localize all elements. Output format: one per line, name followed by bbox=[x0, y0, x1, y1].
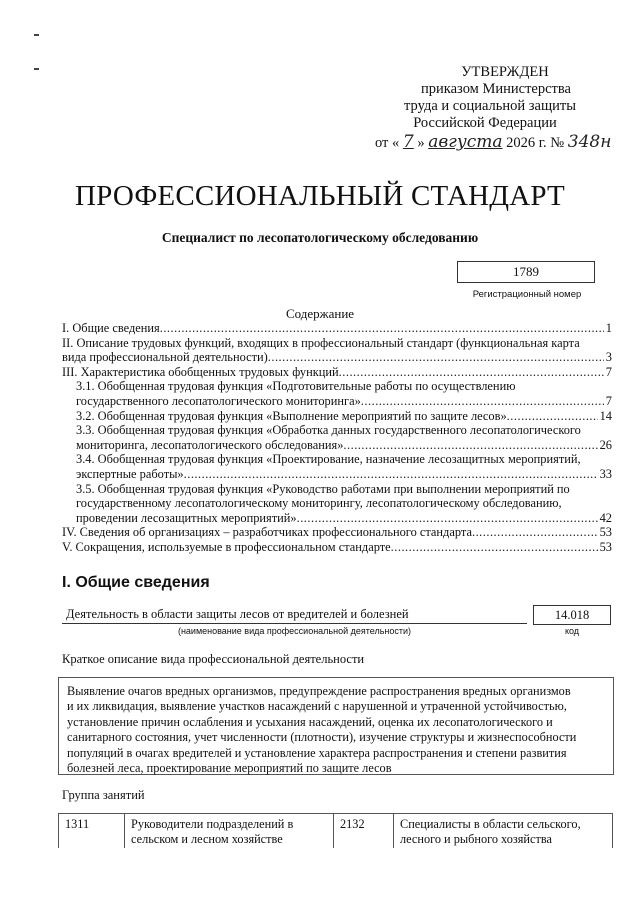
toc-leader-dots bbox=[339, 365, 604, 380]
brief-description-label: Краткое описание вида профессиональной деятельности bbox=[62, 652, 365, 666]
activity-code-box: 14.018 bbox=[533, 605, 611, 625]
toc-entry-text: государственному лесопатологическому мониторингу, лесопатологическому обследованию, bbox=[76, 496, 562, 511]
toc-entry[interactable] bbox=[62, 365, 612, 380]
approval-date-line bbox=[375, 134, 615, 152]
toc-entry-text: 3.2. Обобщенная трудовая функция «Выполнение мероприятий по защите лесов» bbox=[76, 408, 507, 423]
toc-leader-dots bbox=[268, 350, 604, 365]
approval-title: УТВЕРЖДЕН bbox=[461, 64, 549, 80]
brief-description-line: Выявление очагов вредных организмов, предупреждение распространения вредных организмов bbox=[67, 684, 571, 698]
handwritten-number: 348н bbox=[567, 132, 612, 152]
toc-heading: Содержание bbox=[285, 306, 355, 321]
toc-entry-text: IV. Сведения об организациях – разработчиках профессионального стандарта bbox=[62, 525, 472, 540]
occupation-group-label: Группа занятий bbox=[62, 788, 145, 802]
registration-number-label: Регистрационный номер bbox=[472, 289, 582, 300]
toc-page-number: 53 bbox=[599, 539, 612, 554]
table-of-contents bbox=[62, 321, 612, 555]
brief-description-line: санитарного состояния, учет численности (плотности), изучение структуры и жизнеспособности bbox=[67, 730, 577, 745]
toc-page-number: 3 bbox=[605, 350, 612, 365]
toc-entry-text: III. Характеристика обобщенных трудовых функций bbox=[62, 364, 339, 379]
occupation-group-table bbox=[58, 813, 613, 848]
toc-leader-dots bbox=[343, 438, 597, 453]
group-name-line: Специалисты в области сельского, bbox=[400, 817, 581, 831]
toc-entry-text: проведении лесозащитных мероприятий» bbox=[76, 510, 297, 525]
brief-description-line: болезней леса, проектирование мероприятий по защите лесов bbox=[67, 761, 392, 776]
document-subtitle: Специалист по лесопатологическому обследованию bbox=[161, 230, 479, 245]
toc-entry-text: 3.5. Обобщенная трудовая функция «Руководство работами при выполнении мероприятий по bbox=[76, 481, 570, 496]
approval-line: приказом Министерства bbox=[421, 81, 571, 97]
toc-leader-dots bbox=[184, 467, 598, 482]
toc-entry[interactable] bbox=[62, 336, 612, 365]
toc-entry-text: 3.1. Обобщенная трудовая функция «Подготовительные работы по осуществлению bbox=[76, 379, 516, 394]
toc-page-number: 33 bbox=[599, 466, 612, 481]
handwritten-day: 7 bbox=[402, 132, 414, 152]
toc-leader-dots bbox=[507, 409, 598, 424]
toc-leader-dots bbox=[391, 540, 598, 555]
toc-entry-text: мониторинга, лесопатологического обследования» bbox=[76, 437, 344, 452]
toc-entry-text: II. Описание трудовых функций, входящих в профессиональный стандарт (функциональная карта bbox=[62, 335, 580, 350]
group-code-cell: 2132 bbox=[334, 814, 394, 848]
toc-entry[interactable] bbox=[62, 482, 612, 526]
toc-entry-text: 3.3. Обобщенная трудовая функция «Обработка данных государственного лесопатологического bbox=[76, 423, 581, 438]
toc-entry[interactable] bbox=[62, 379, 612, 408]
toc-page-number: 14 bbox=[599, 408, 612, 423]
toc-entry-text: государственного лесопатологического мониторинга» bbox=[76, 393, 361, 408]
toc-page-number: 1 bbox=[605, 321, 612, 335]
scan-mark bbox=[34, 68, 39, 70]
toc-page-number: 42 bbox=[599, 510, 612, 525]
toc-leader-dots bbox=[472, 525, 598, 540]
toc-entry[interactable] bbox=[62, 409, 612, 424]
approval-block bbox=[345, 64, 615, 152]
group-code-cell: 1311 bbox=[59, 814, 125, 848]
group-name-line: сельском и лесном хозяйстве bbox=[131, 832, 283, 847]
brief-description-line: установление причин ослабления и усыхания насаждений, оценка их лесопатологического и bbox=[67, 714, 553, 729]
activity-caption: (наименование вида профессиональной деятельности) bbox=[177, 626, 412, 636]
toc-page-number: 7 bbox=[605, 364, 612, 379]
toc-entry-text: экспертные работы» bbox=[76, 466, 184, 481]
toc-page-number: 26 bbox=[599, 437, 612, 452]
toc-page-number: 7 bbox=[605, 393, 612, 408]
toc-leader-dots bbox=[297, 511, 598, 526]
toc-entry-text: V. Сокращения, используемые в профессиональном стандарте bbox=[62, 539, 391, 554]
toc-page-number: 53 bbox=[599, 525, 612, 540]
group-name-cell bbox=[125, 814, 334, 848]
handwritten-month: августа bbox=[428, 132, 503, 152]
group-name-line: лесного и рыбного хозяйства bbox=[400, 832, 552, 847]
date-mid: » bbox=[417, 135, 425, 151]
toc-entry[interactable] bbox=[62, 452, 612, 481]
brief-description-line: и их ликвидация, выявление участков насаждений с нарушенной и утраченной устойчивостью, bbox=[67, 699, 567, 714]
approval-line: труда и социальной защиты bbox=[404, 98, 576, 114]
toc-entry-text: 3.4. Обобщенная трудовая функция «Проектирование, назначение лесозащитных мероприятий, bbox=[76, 452, 581, 467]
toc-entry-text: I. Общие сведения bbox=[62, 321, 160, 335]
activity-name: Деятельность в области защиты лесов от вредителей и болезней bbox=[66, 607, 409, 621]
group-name-cell bbox=[394, 814, 613, 848]
date-prefix: от « bbox=[375, 135, 400, 151]
registration-number-box: 1789 bbox=[457, 261, 595, 283]
toc-leader-dots bbox=[160, 321, 604, 336]
approval-line: Российской Федерации bbox=[413, 115, 557, 131]
brief-description-text bbox=[67, 684, 607, 776]
section-heading: I. Общие сведения bbox=[62, 574, 210, 591]
toc-entry[interactable] bbox=[62, 525, 612, 540]
scan-mark bbox=[34, 34, 39, 36]
document-title: ПРОФЕССИОНАЛЬНЫЙ СТАНДАРТ bbox=[75, 180, 565, 212]
toc-entry[interactable] bbox=[62, 423, 612, 452]
toc-entry[interactable] bbox=[62, 540, 612, 555]
date-year: 2026 г. № bbox=[506, 135, 565, 151]
toc-entry[interactable] bbox=[62, 321, 612, 336]
brief-description-line: популяций в очагах вредителей и установление характера распространения и степени развития bbox=[67, 745, 567, 760]
group-name-line: Руководители подразделений в bbox=[131, 817, 294, 831]
activity-underline bbox=[62, 623, 527, 624]
activity-code-caption: код bbox=[564, 626, 580, 636]
toc-leader-dots bbox=[361, 394, 604, 409]
toc-entry-text: вида профессиональной деятельности) bbox=[62, 350, 268, 365]
brief-description-box bbox=[58, 677, 614, 775]
